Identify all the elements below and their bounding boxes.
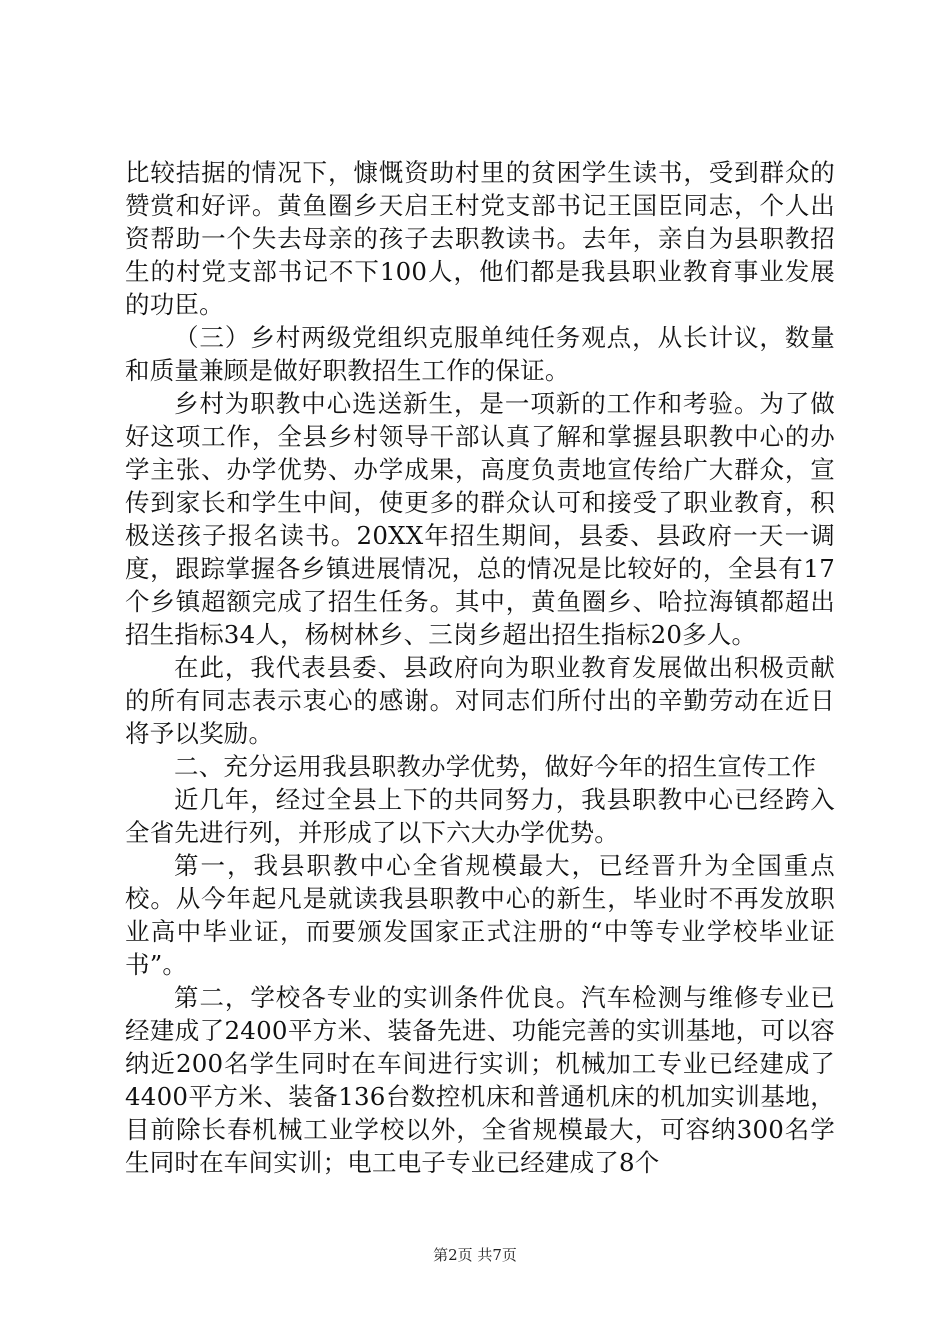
section-heading: 二、充分运用我县职教办学优势，做好今年的招生宣传工作 [174, 752, 817, 781]
paragraph-8: 第二，学校各专业的实训条件优良。汽车检测与维修专业已经建成了2400平方米、装备先进、功能完善的实训基地，可以容纳近200名学生同时在车间进行实训；机械加工专业已经建成了4400平方米、装备136台数控机床和普通机床的机加实训基地，目前除长春机械工业学校以外，全省规模最大，可容纳300名学生同时在车间实训；电工电子专业已经建成了8个 [125, 983, 835, 1177]
paragraph-3: 乡村为职教中心选送新生，是一项新的工作和考验。为了做好这项工作，全县乡村领导干部认真了解和掌握县职教中心的办学主张、办学优势、办学成果，高度负责地宣传给广大群众，宣传到家长和学生中间，使更多的群众认可和接受了职业教育，积极送孩子报名读书。20XX年招生期间，县委、县政府一天一调度，跟踪掌握各乡镇进展情况，总的情况是比较好的，全县有17个乡镇超额完成了招生任务。其中，黄鱼圈乡、哈拉海镇都超出招生指标34人，杨树林乡、三岗乡超出招生指标20多人。 [125, 389, 835, 649]
paragraph-6: 近几年，经过全县上下的共同努力，我县职教中心已经跨入全省先进行列，并形成了以下六大办学优势。 [125, 785, 835, 847]
page-footer: 第2页 共7页 [433, 1246, 517, 1264]
paragraph-1: 比较拮据的情况下，慷慨资助村里的贫困学生读书，受到群众的赞赏和好评。黄鱼圈乡天启王村党支部书记王国臣同志，个人出资帮助一个失去母亲的孩子去职教读书。去年，亲自为县职教招生的村党支部书记不下100人，他们都是我县职业教育事业发展的功臣。 [125, 158, 835, 319]
paragraph-7: 第一，我县职教中心全省规模最大，已经晋升为全国重点校。从今年起凡是就读我县职教中心的新生，毕业时不再发放职业高中毕业证，而要颁发国家正式注册的“中等专业学校毕业证书”。 [125, 851, 835, 979]
document-body [125, 156, 835, 1179]
paragraph-2: （三）乡村两级党组织克服单纯任务观点，从长计议，数量和质量兼顾是做好职教招生工作的保证。 [125, 323, 835, 385]
paragraph-4: 在此，我代表县委、县政府向为职业教育发展做出积极贡献的所有同志表示衷心的感谢。对同志们所付出的辛勤劳动在近日将予以奖励。 [125, 653, 835, 748]
